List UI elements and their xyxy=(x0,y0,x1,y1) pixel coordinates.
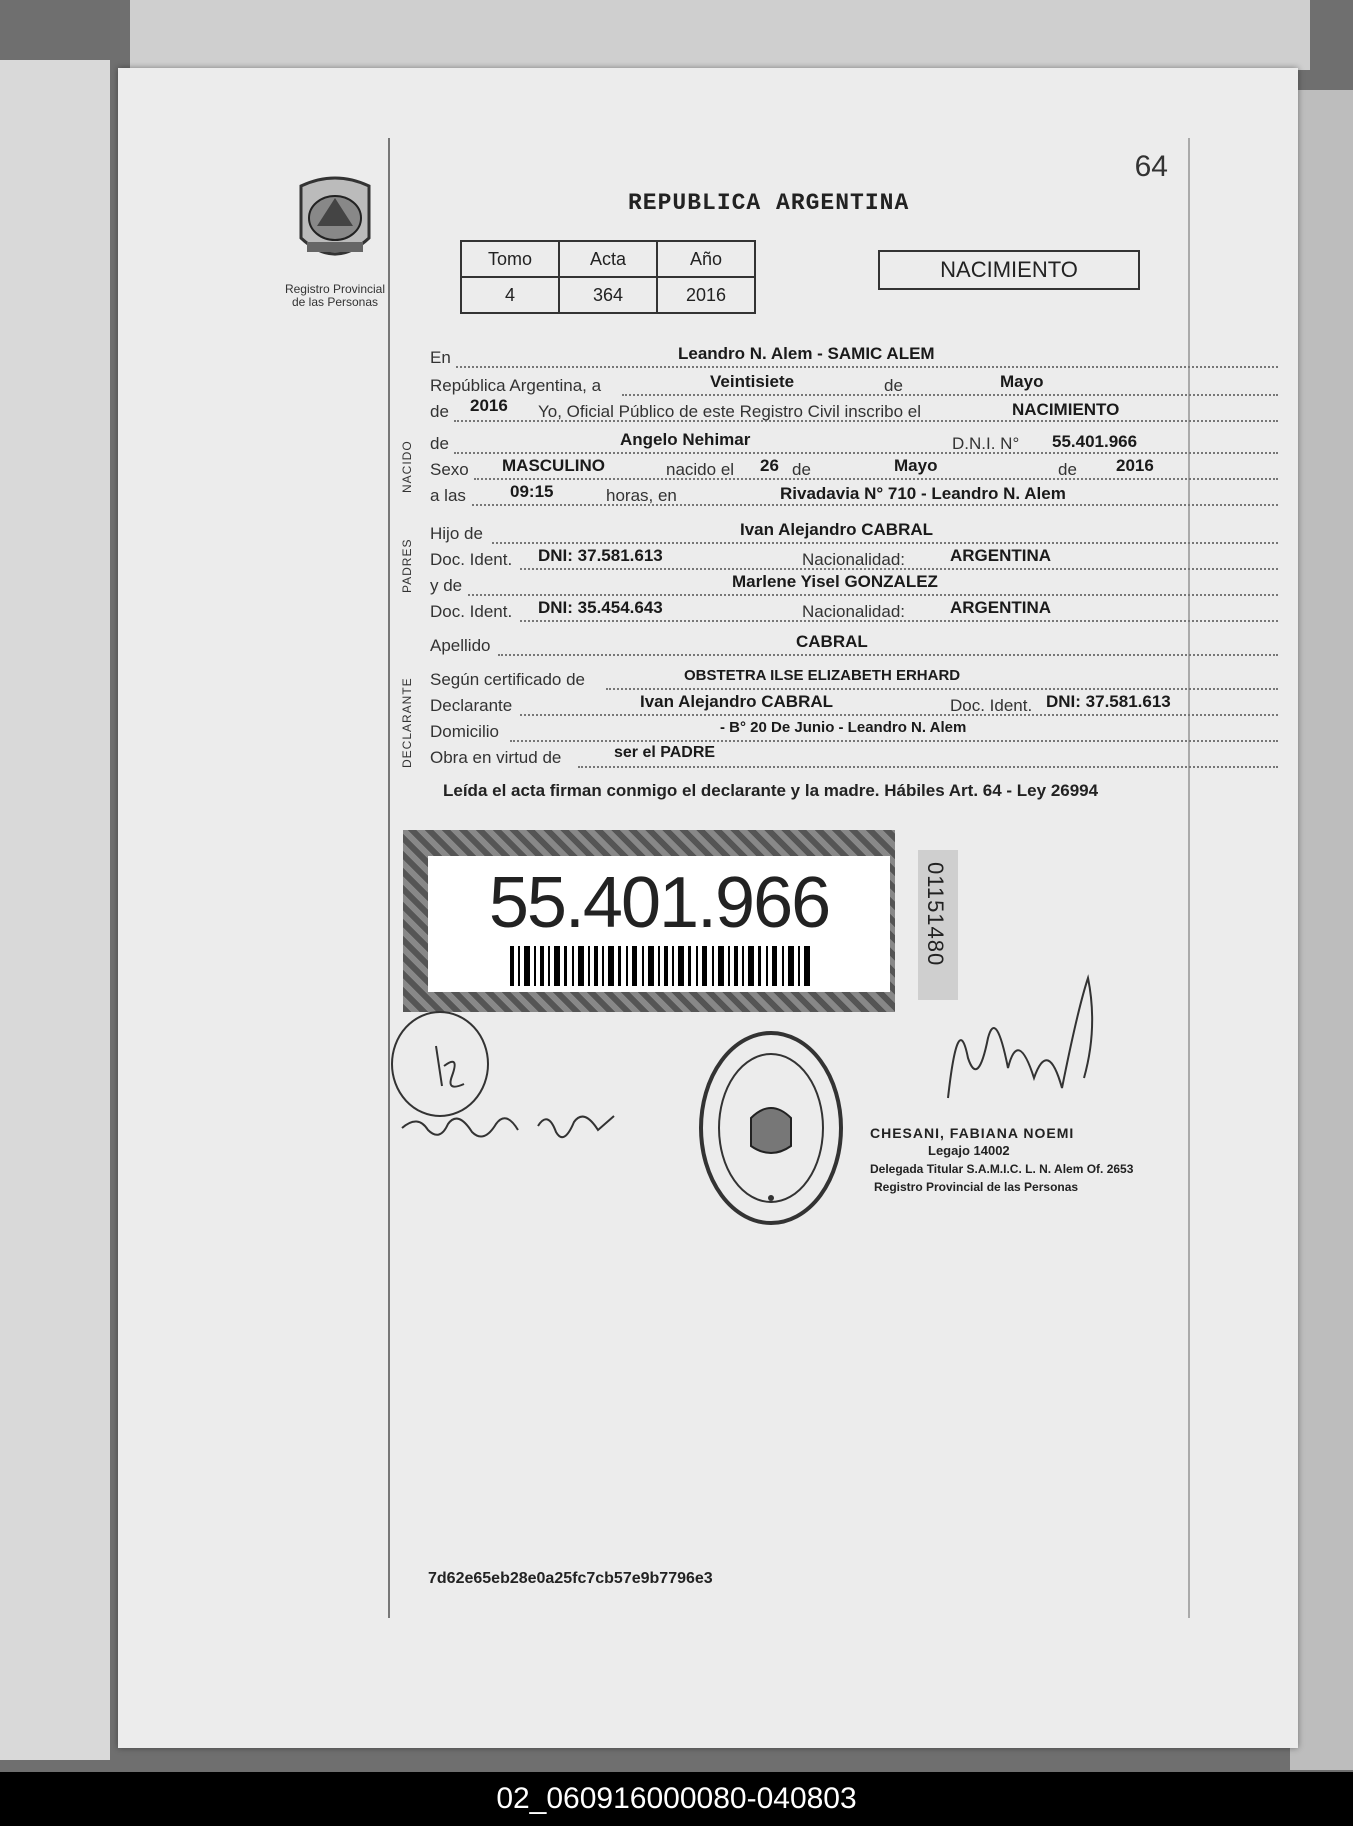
value-birth-month: Mayo xyxy=(894,456,938,475)
value-tomo: 4 xyxy=(461,277,559,313)
label-nacionalidad-mother: Nacionalidad: xyxy=(802,602,906,621)
dni-barcode-sticker xyxy=(403,830,895,1012)
row-en xyxy=(430,344,1278,370)
label-segun-certificado: Según certificado de xyxy=(430,670,585,689)
value-time: 09:15 xyxy=(510,482,554,501)
label-de-year: de xyxy=(430,402,449,421)
label-doc-father: Doc. Ident. xyxy=(430,550,513,569)
value-birth-day: 26 xyxy=(760,456,779,475)
value-father: Ivan Alejandro CABRAL xyxy=(740,520,934,539)
barcode-label xyxy=(428,856,890,992)
row-mother xyxy=(430,572,1278,598)
value-child-name: Angelo Nehimar xyxy=(620,430,751,449)
header-acta: Acta xyxy=(559,241,657,277)
label-de-name: de xyxy=(430,434,449,453)
row-obra xyxy=(430,744,1278,770)
value-mother: Marlene Yisel GONZALEZ xyxy=(732,572,938,591)
barcode-number: 55.401.966 xyxy=(488,863,830,943)
label-dni: D.N.I. N° xyxy=(952,434,1020,453)
value-day: Veintisiete xyxy=(710,372,795,391)
value-domicilio: - B° 20 De Junio - Leandro N. Alem xyxy=(720,719,967,736)
row-hijo xyxy=(430,520,1278,546)
official-registry: Registro Provincial de las Personas xyxy=(874,1180,1079,1194)
header-tomo: Tomo xyxy=(461,241,559,277)
label-obra: Obra en virtud de xyxy=(430,748,562,767)
value-inscribe: NACIMIENTO xyxy=(1012,400,1120,419)
value-certificado: OBSTETRA ILSE ELIZABETH ERHARD xyxy=(684,667,961,684)
label-de-birth-month: de xyxy=(792,460,811,479)
label-nacionalidad-father: Nacionalidad: xyxy=(802,550,906,569)
handwritten-signature-mother-icon xyxy=(388,1006,648,1156)
value-year: 2016 xyxy=(470,396,508,415)
value-declarante: Ivan Alejandro CABRAL xyxy=(640,692,834,711)
label-de-month: de xyxy=(884,376,903,395)
value-mother-nationality: ARGENTINA xyxy=(950,598,1052,617)
value-father-nationality: ARGENTINA xyxy=(950,546,1052,565)
row-domicilio xyxy=(430,718,1278,744)
side-label-nacido: NACIDO xyxy=(400,440,414,493)
page-number: 64 xyxy=(1134,150,1168,183)
label-sexo: Sexo xyxy=(430,460,469,479)
official-signature-icon xyxy=(938,968,1118,1108)
row-name xyxy=(430,430,1278,456)
official-role: Delegada Titular S.A.M.I.C. L. N. Alem Of. 2653 xyxy=(870,1162,1134,1176)
label-yo-oficial: Yo, Oficial Público de este Registro Civil inscribo el xyxy=(538,402,921,421)
value-mother-doc: DNI: 35.454.643 xyxy=(538,598,663,617)
reference-table xyxy=(460,240,756,314)
header-anio: Año xyxy=(657,241,755,277)
label-declarante: Declarante xyxy=(430,696,513,715)
official-stamp-icon xyxy=(696,1028,846,1228)
row-certificado xyxy=(430,666,1278,692)
document-title: REPUBLICA ARGENTINA xyxy=(628,190,910,216)
row-mother-doc xyxy=(430,598,1278,624)
value-apellido: CABRAL xyxy=(796,632,868,651)
row-sexo xyxy=(430,456,1278,482)
value-dni: 55.401.966 xyxy=(1052,432,1138,451)
background-page-left xyxy=(0,60,110,1760)
official-legajo: Legajo 14002 xyxy=(928,1143,1010,1158)
scan-footer-id: 02_060916000080-040803 xyxy=(0,1772,1353,1826)
value-birth-place: Rivadavia N° 710 - Leandro N. Alem xyxy=(780,484,1066,503)
official-name: CHESANI, FABIANA NOEMI xyxy=(870,1125,1075,1141)
row-apellido xyxy=(430,632,1278,658)
value-declarante-doc: DNI: 37.581.613 xyxy=(1046,692,1171,711)
row-republica xyxy=(430,372,1278,398)
value-month: Mayo xyxy=(1000,372,1044,391)
row-time xyxy=(430,482,1278,508)
value-acta: 364 xyxy=(559,277,657,313)
birth-certificate-page xyxy=(118,68,1298,1748)
label-a-las: a las xyxy=(430,486,466,505)
provincial-emblem xyxy=(250,168,420,309)
label-doc-mother: Doc. Ident. xyxy=(430,602,513,621)
closing-notice: Leída el acta firman conmigo el declarante y la madre. Hábiles Art. 64 - Ley 26994 xyxy=(443,781,1099,800)
label-horas-en: horas, en xyxy=(606,486,677,505)
label-hijo-de: Hijo de xyxy=(430,524,483,543)
barcode-icon xyxy=(510,946,810,986)
label-de-birth-year: de xyxy=(1058,460,1077,479)
background-page-top xyxy=(130,0,1310,70)
label-republica: República Argentina, a xyxy=(430,376,602,395)
label-nacido: nacido el xyxy=(666,460,735,479)
value-birth-year: 2016 xyxy=(1116,456,1154,475)
background-page-right xyxy=(1290,90,1353,1770)
emblem-label-line1: Registro Provincial xyxy=(284,282,386,296)
label-y-de: y de xyxy=(430,576,463,595)
row-year xyxy=(430,398,1278,424)
row-declarante xyxy=(430,692,1278,718)
record-type-box: NACIMIENTO xyxy=(878,250,1140,290)
emblem-label-line2: de las Personas xyxy=(291,295,379,309)
value-sexo: MASCULINO xyxy=(502,456,605,475)
side-label-padres: PADRES xyxy=(400,538,414,593)
label-apellido: Apellido xyxy=(430,636,491,655)
label-domicilio: Domicilio xyxy=(430,722,499,741)
value-place-registration: Leandro N. Alem - SAMIC ALEM xyxy=(678,344,935,363)
left-margin-line xyxy=(388,138,390,1618)
label-doc-declarante: Doc. Ident. xyxy=(950,696,1033,715)
serial-number: 01151480 xyxy=(923,862,948,967)
document-hash: 7d62e65eb28e0a25fc7cb57e9b7796e3 xyxy=(428,1570,713,1587)
value-anio: 2016 xyxy=(657,277,755,313)
value-obra: ser el PADRE xyxy=(614,744,716,761)
side-label-declarante: DECLARANTE xyxy=(400,677,414,768)
coat-of-arms-icon xyxy=(287,168,383,278)
label-en: En xyxy=(430,348,451,367)
row-father-doc xyxy=(430,546,1278,572)
value-father-doc: DNI: 37.581.613 xyxy=(538,546,663,565)
